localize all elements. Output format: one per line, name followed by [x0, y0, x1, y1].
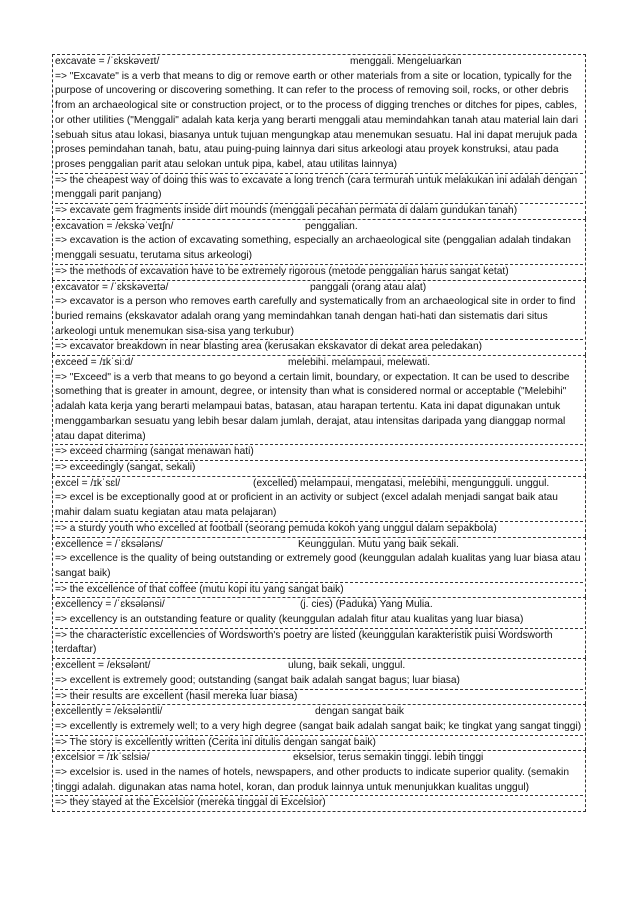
- entry-head: [55, 356, 583, 371]
- entry-term: excavate = /ˈɛkskəveɪt/: [55, 56, 160, 67]
- dictionary-entry: [52, 54, 586, 219]
- entry-definition: => excavation is the action of excavating something, especially an archaeological site (penggalian adalah tindakan menggali sesuatu, terutama situs arkeologi): [55, 234, 583, 264]
- entry-head: [55, 477, 583, 492]
- entry-head: [55, 598, 583, 613]
- entry-example: => their results are excellent (hasil mereka luar biasa): [55, 690, 298, 702]
- entry-meaning: menggali. Mengeluarkan: [350, 56, 462, 67]
- entry-term: excavator = /ˈɛkskəveɪtə/: [55, 281, 169, 293]
- entry-head: [55, 281, 583, 296]
- entry-definition: => "Exceed" is a verb that means to go beyond a certain limit, boundary, or expectation. It can be used to describe something that is greater in amount, degree, or intensity than what is considered normal or acceptable ("Melebihi" adalah kata kerja yang berarti melampaui batas, batasan, atau harapan tertentu. Kata ini dapat digunakan untuk menggambarkan sesuatu yang lebih besar dalam jumlah, derajat, atau intensitas daripada yang dianggap normal atau dapat diterima): [55, 371, 583, 446]
- entry-example: => The story is excellently written (Cerita ini ditulis dengan sangat baik): [55, 736, 376, 748]
- entry-example: => the cheapest way of doing this was to excavate a long trench (cara termurah untuk melakukan ini adalah dengan menggali parit panjang): [55, 174, 583, 204]
- dictionary-entry: [52, 355, 586, 476]
- entry-head: [55, 220, 583, 235]
- entry-example: => excavator breakdown in near blasting area (kerusakan ekskavator di dekat area peledakan): [55, 341, 482, 353]
- entry-meaning: melebihi. melampaui, melewati.: [288, 357, 431, 369]
- dictionary-entry: [52, 658, 586, 704]
- entry-example: => the characteristic excellencies of Wordsworth's poetry are listed (keunggulan karakteristik puisi Wordsworth terdaftar): [55, 629, 553, 656]
- entry-term: excellency = /ˈɛksələnsi/: [55, 599, 165, 611]
- entry-head: [55, 55, 583, 70]
- entry-meaning: panggali (orang atau alat): [310, 281, 427, 293]
- entry-example: => they stayed at the Excelsior (mereka tinggal di Excelsior): [55, 797, 326, 809]
- dictionary-entry: [52, 750, 586, 812]
- entry-term: excavation = /ekskəˈveɪʃn/: [55, 220, 174, 232]
- entry-example: => the methods of excavation have to be extremely rigorous (metode penggalian harus sangat ketat): [55, 265, 509, 277]
- entry-meaning: (excelled) melampaui, mengatasi, melebihi, mengungguli. unggul.: [253, 477, 550, 489]
- entry-definition: => excellently is extremely well; to a very high degree (sangat baik adalah sangat baik; ke tingkat yang sangat tinggi): [55, 720, 583, 736]
- entry-meaning: penggalian.: [305, 220, 358, 232]
- entry-definition: => excellence is the quality of being outstanding or extremely good (keunggulan adalah kualitas yang luar biasa atau sangat baik): [55, 552, 583, 582]
- dictionary-entry: [52, 219, 586, 280]
- dictionary-entry: [52, 280, 586, 356]
- entry-definition: => excavator is a person who removes earth carefully and systematically from an archaeological site in order to find buried remains (ekskavator adalah orang yang memindahkan tanah dengan hati-hati dan sistematis dari situs arkeologi untuk menemukan sisa-sisa yang terkubur): [55, 295, 583, 340]
- dictionary-entry: [52, 476, 586, 537]
- entry-meaning: (j. cies) (Paduka) Yang Mulia.: [300, 599, 433, 611]
- entry-term: excellence = /ˈɛksələns/: [55, 538, 164, 550]
- dictionary-page: [52, 54, 586, 812]
- entry-term: excellently = /eksələntli/: [55, 706, 163, 718]
- entry-term: excelsior = /ɪkˈsɛlsiə/: [55, 752, 150, 764]
- entry-definition: => excellency is an outstanding feature or quality (keunggulan adalah fitur atau kualitas yang luar biasa): [55, 613, 583, 629]
- entry-meaning: dengan sangat baik: [315, 706, 404, 718]
- entry-definition: => "Excavate" is a verb that means to dig or remove earth or other materials from a site or location, typically for the purpose of uncovering or discovering something. It can refer to the process of removing soil, rocks, or other debris from an archaeological site or construction project, or to the process of digging trenches or ditches for pipes, cables, or other utilities ("Menggali" adalah kata kerja yang berarti menggali atau memindahkan tanah atau material lain dari sebuah situs atau lokasi, biasanya untuk tujuan mengungkap atau menemukan sesuatu. Hal ini dapat merujuk pada proses pemindahan tanah, batu, atau puing-puing lainnya dari situs arkeologi atau proyek konstruksi, atau pada proses penggalian parit atau selokan untuk pipa, kabel, atau utilitas lainnya): [55, 70, 583, 174]
- dictionary-entry: [52, 597, 586, 658]
- entry-example: => a sturdy youth who excelled at football (seorang pemuda kokoh yang unggul dalam sepakbola): [55, 522, 497, 534]
- entry-example: => exceedingly (sangat, sekali): [55, 461, 196, 473]
- entry-meaning: Keunggulan. Mutu yang baik sekali.: [298, 538, 459, 550]
- entry-term: excellent = /eksələnt/: [55, 660, 151, 672]
- entry-example: => exceed charming (sangat menawan hati): [55, 445, 583, 461]
- entry-term: excel = /ɪkˈsɛl/: [55, 477, 121, 489]
- entry-meaning: ekselsior, terus semakin tinggi. lebih tinggi: [293, 752, 484, 764]
- entry-head: [55, 538, 583, 553]
- dictionary-entry: [52, 704, 586, 750]
- entry-example: => the excellence of that coffee (mutu kopi itu yang sangat baik): [55, 583, 344, 595]
- entry-definition: => excelsior is. used in the names of hotels, newspapers, and other products to indicate superior quality. (semakin tinggi adalah. digunakan atas nama hotel, koran, dan produk lainnya untuk menunjukkan kualitas unggul): [55, 766, 583, 796]
- entry-definition: => excellent is extremely good; outstanding (sangat baik adalah sangat bagus; luar biasa): [55, 674, 583, 690]
- entry-head: [55, 659, 583, 674]
- entry-head: [55, 751, 583, 766]
- entry-head: [55, 705, 583, 720]
- entry-example: => excavate gem fragments inside dirt mounds (menggali pecahan permata di dalam gundukan tanah): [55, 205, 518, 217]
- entry-term: exceed = /ɪkˈsiːd/: [55, 357, 134, 369]
- entry-meaning: ulung, baik sekali, unggul.: [288, 660, 406, 672]
- dictionary-entry: [52, 537, 586, 598]
- entry-definition: => excel is be exceptionally good at or proficient in an activity or subject (excel adalah menjadi sangat baik atau mahir dalam suatu kegiatan atau mata pelajaran): [55, 491, 583, 521]
